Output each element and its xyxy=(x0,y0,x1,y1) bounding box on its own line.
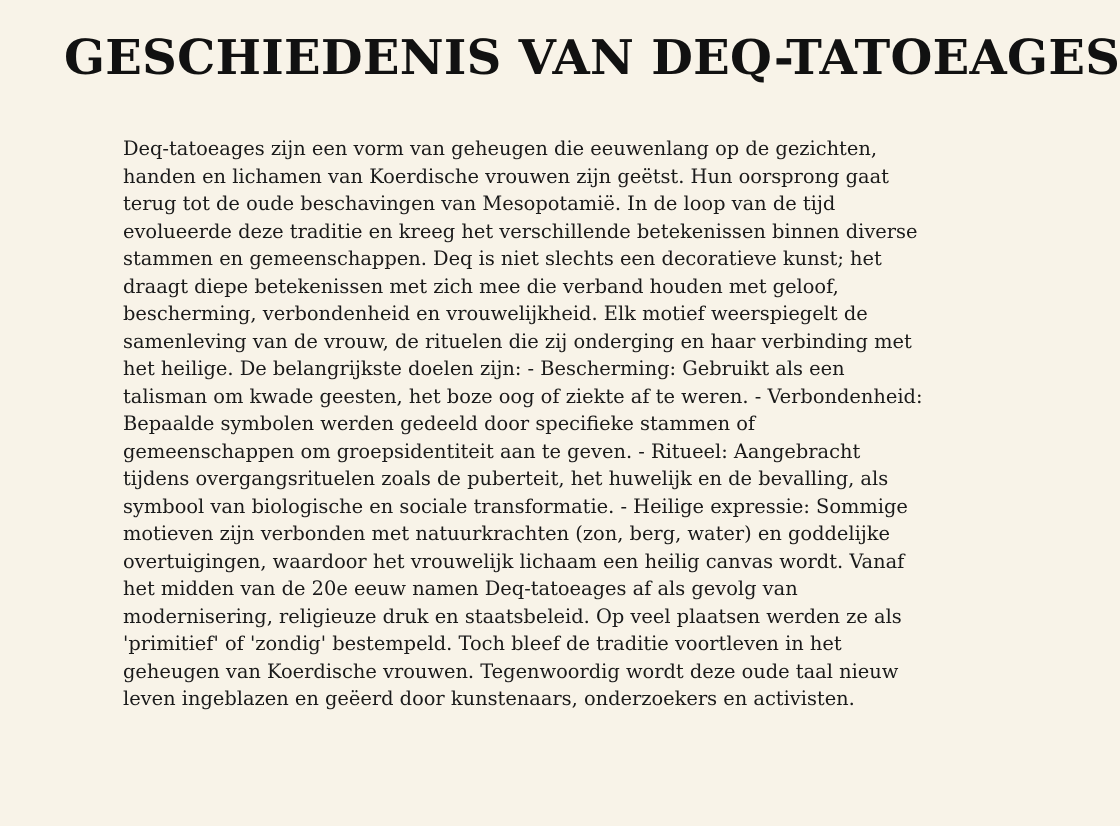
body-paragraph: Deq-tatoeages zijn een vorm van geheugen die eeuwenlang op de gezichten, handen en lichamen van Koerdische vrouwen zijn geëtst. Hun oorsprong gaat terug tot de oude beschavingen van Mesopotamië. In de loop van de tijd evolueerde deze traditie en kreeg het verschillende betekenissen binnen diverse stammen en gemeenschappen. Deq is niet slechts een decoratieve kunst; het draagt diepe betekenissen met zich mee die verband houden met geloof, bescherming, verbondenheid en vrouwelijkheid. Elk motief weerspiegelt de samenleving van de vrouw, de rituelen die zij onderging en haar verbinding met het heilige. De belangrijkste doelen zijn: - Bescherming: Gebruikt als een talisman om kwade geesten, het boze oog of ziekte af te weren. - Verbondenheid: Bepaalde symbolen werden gedeeld door specifieke stammen of gemeenschappen om groepsidentiteit aan te geven. - Ritueel: Aangebracht tijdens overgangsrituelen zoals de puberteit, het huwelijk en de bevalling, als symbool van biologische en sociale transformatie. - Heilige expressie: Sommige motieven zijn verbonden met natuurkrachten (zon, berg, water) en goddelijke overtuigingen, waardoor het vrouwelijk lichaam een heilig canvas wordt. Vanaf het midden van de 20e eeuw namen Deq-tatoeages af als gevolg van modernisering, religieuze druk en staatsbeleid. Op veel plaatsen werden ze als 'primitief' of 'zondig' bestempeld. Toch bleef de traditie voortleven in het geheugen van Koerdische vrouwen. Tegenwoordig wordt deze oude taal nieuw leven ingeblazen en geëerd door kunstenaars, onderzoekers en activisten. xyxy=(123,137,923,710)
page-title: GESCHIEDENIS VAN DEQ-TATOEAGES xyxy=(64,30,1120,86)
title-container xyxy=(64,30,1120,86)
